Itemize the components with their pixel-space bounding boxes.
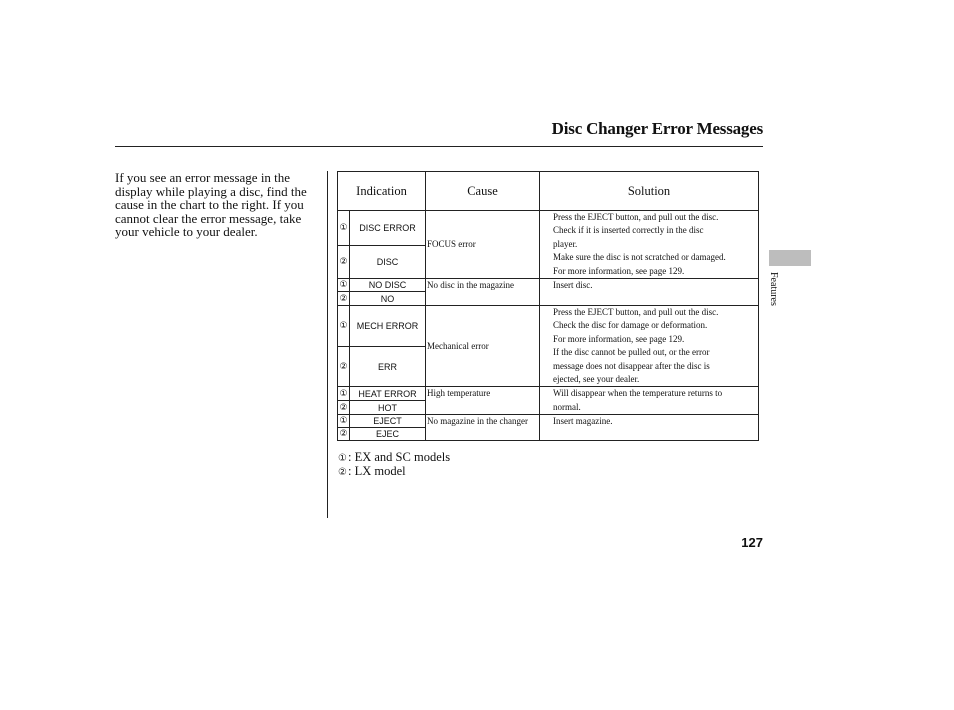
solution-no-disc: Insert disc. — [540, 279, 759, 306]
model-marker-2: ② — [338, 346, 350, 387]
indication-mech-error: MECH ERROR — [350, 306, 426, 347]
indication-hot: HOT — [350, 401, 426, 415]
indication-heat-error: HEAT ERROR — [350, 387, 426, 401]
table-row — [338, 306, 759, 347]
model-marker-1: ① — [338, 211, 350, 246]
cause-focus-error: FOCUS error — [426, 211, 540, 279]
solution-high-temperature: Will disappear when the temperature returns to normal. — [540, 387, 759, 415]
table-header-row — [338, 172, 759, 211]
section-tab-label: Features — [768, 272, 779, 306]
legend-lx — [338, 465, 406, 479]
legend-marker-1: ① — [338, 453, 347, 464]
legend-ex-sc-label: : EX and SC models — [348, 450, 451, 464]
table-row — [338, 211, 759, 246]
indication-err: ERR — [350, 346, 426, 387]
cause-mechanical-error: Mechanical error — [426, 306, 540, 387]
column-divider — [327, 171, 328, 518]
title-rule — [115, 146, 763, 147]
model-marker-2: ② — [339, 402, 348, 413]
solution-no-magazine: Insert magazine. — [540, 415, 759, 441]
solution-focus-error: Press the EJECT button, and pull out the disc. Check if it is inserted correctly in the disc player. Make sure the disc is not scratched or damaged. For more information, see page 129. — [540, 211, 759, 279]
header-cause: Cause — [426, 172, 540, 211]
indication-eject: EJECT — [350, 415, 426, 428]
indication-ejec: EJEC — [350, 428, 426, 441]
indication-disc-error: DISC ERROR — [350, 211, 426, 246]
header-indication: Indication — [338, 172, 426, 211]
header-solution: Solution — [540, 172, 759, 211]
cause-no-magazine: No magazine in the changer — [426, 415, 540, 441]
indication-disc: DISC — [350, 245, 426, 279]
page-title: Disc Changer Error Messages — [551, 119, 763, 138]
indication-no-disc: NO DISC — [350, 279, 426, 292]
legend-ex-sc — [338, 451, 450, 465]
model-marker-1: ① — [339, 280, 348, 291]
error-message-table — [337, 171, 759, 441]
model-marker-2: ② — [339, 429, 348, 440]
model-marker-1: ① — [339, 388, 348, 399]
cause-high-temperature: High temperature — [426, 387, 540, 415]
legend-lx-label: : LX model — [348, 464, 406, 478]
section-tab-marker — [769, 250, 811, 266]
model-marker-2: ② — [339, 293, 348, 304]
indication-no: NO — [350, 292, 426, 306]
cause-no-disc: No disc in the magazine — [426, 279, 540, 306]
table-row — [338, 279, 759, 292]
table-row — [338, 415, 759, 428]
table-row — [338, 387, 759, 401]
solution-mechanical-error: Press the EJECT button, and pull out the disc. Check the disc for damage or deformation. For more information, see page 129. If the disc cannot be pulled out, or the error message does not disappear after the disc is ejected, see your dealer. — [540, 306, 759, 387]
model-marker-1: ① — [338, 306, 350, 347]
legend-marker-2: ② — [338, 467, 347, 478]
model-marker-2: ② — [338, 245, 350, 279]
model-marker-1: ① — [339, 416, 348, 427]
page-number: 127 — [741, 535, 763, 550]
intro-paragraph: If you see an error message in the display while playing a disc, find the cause in the chart to the right. If you cannot clear the error message, take your vehicle to your dealer. — [115, 170, 307, 239]
